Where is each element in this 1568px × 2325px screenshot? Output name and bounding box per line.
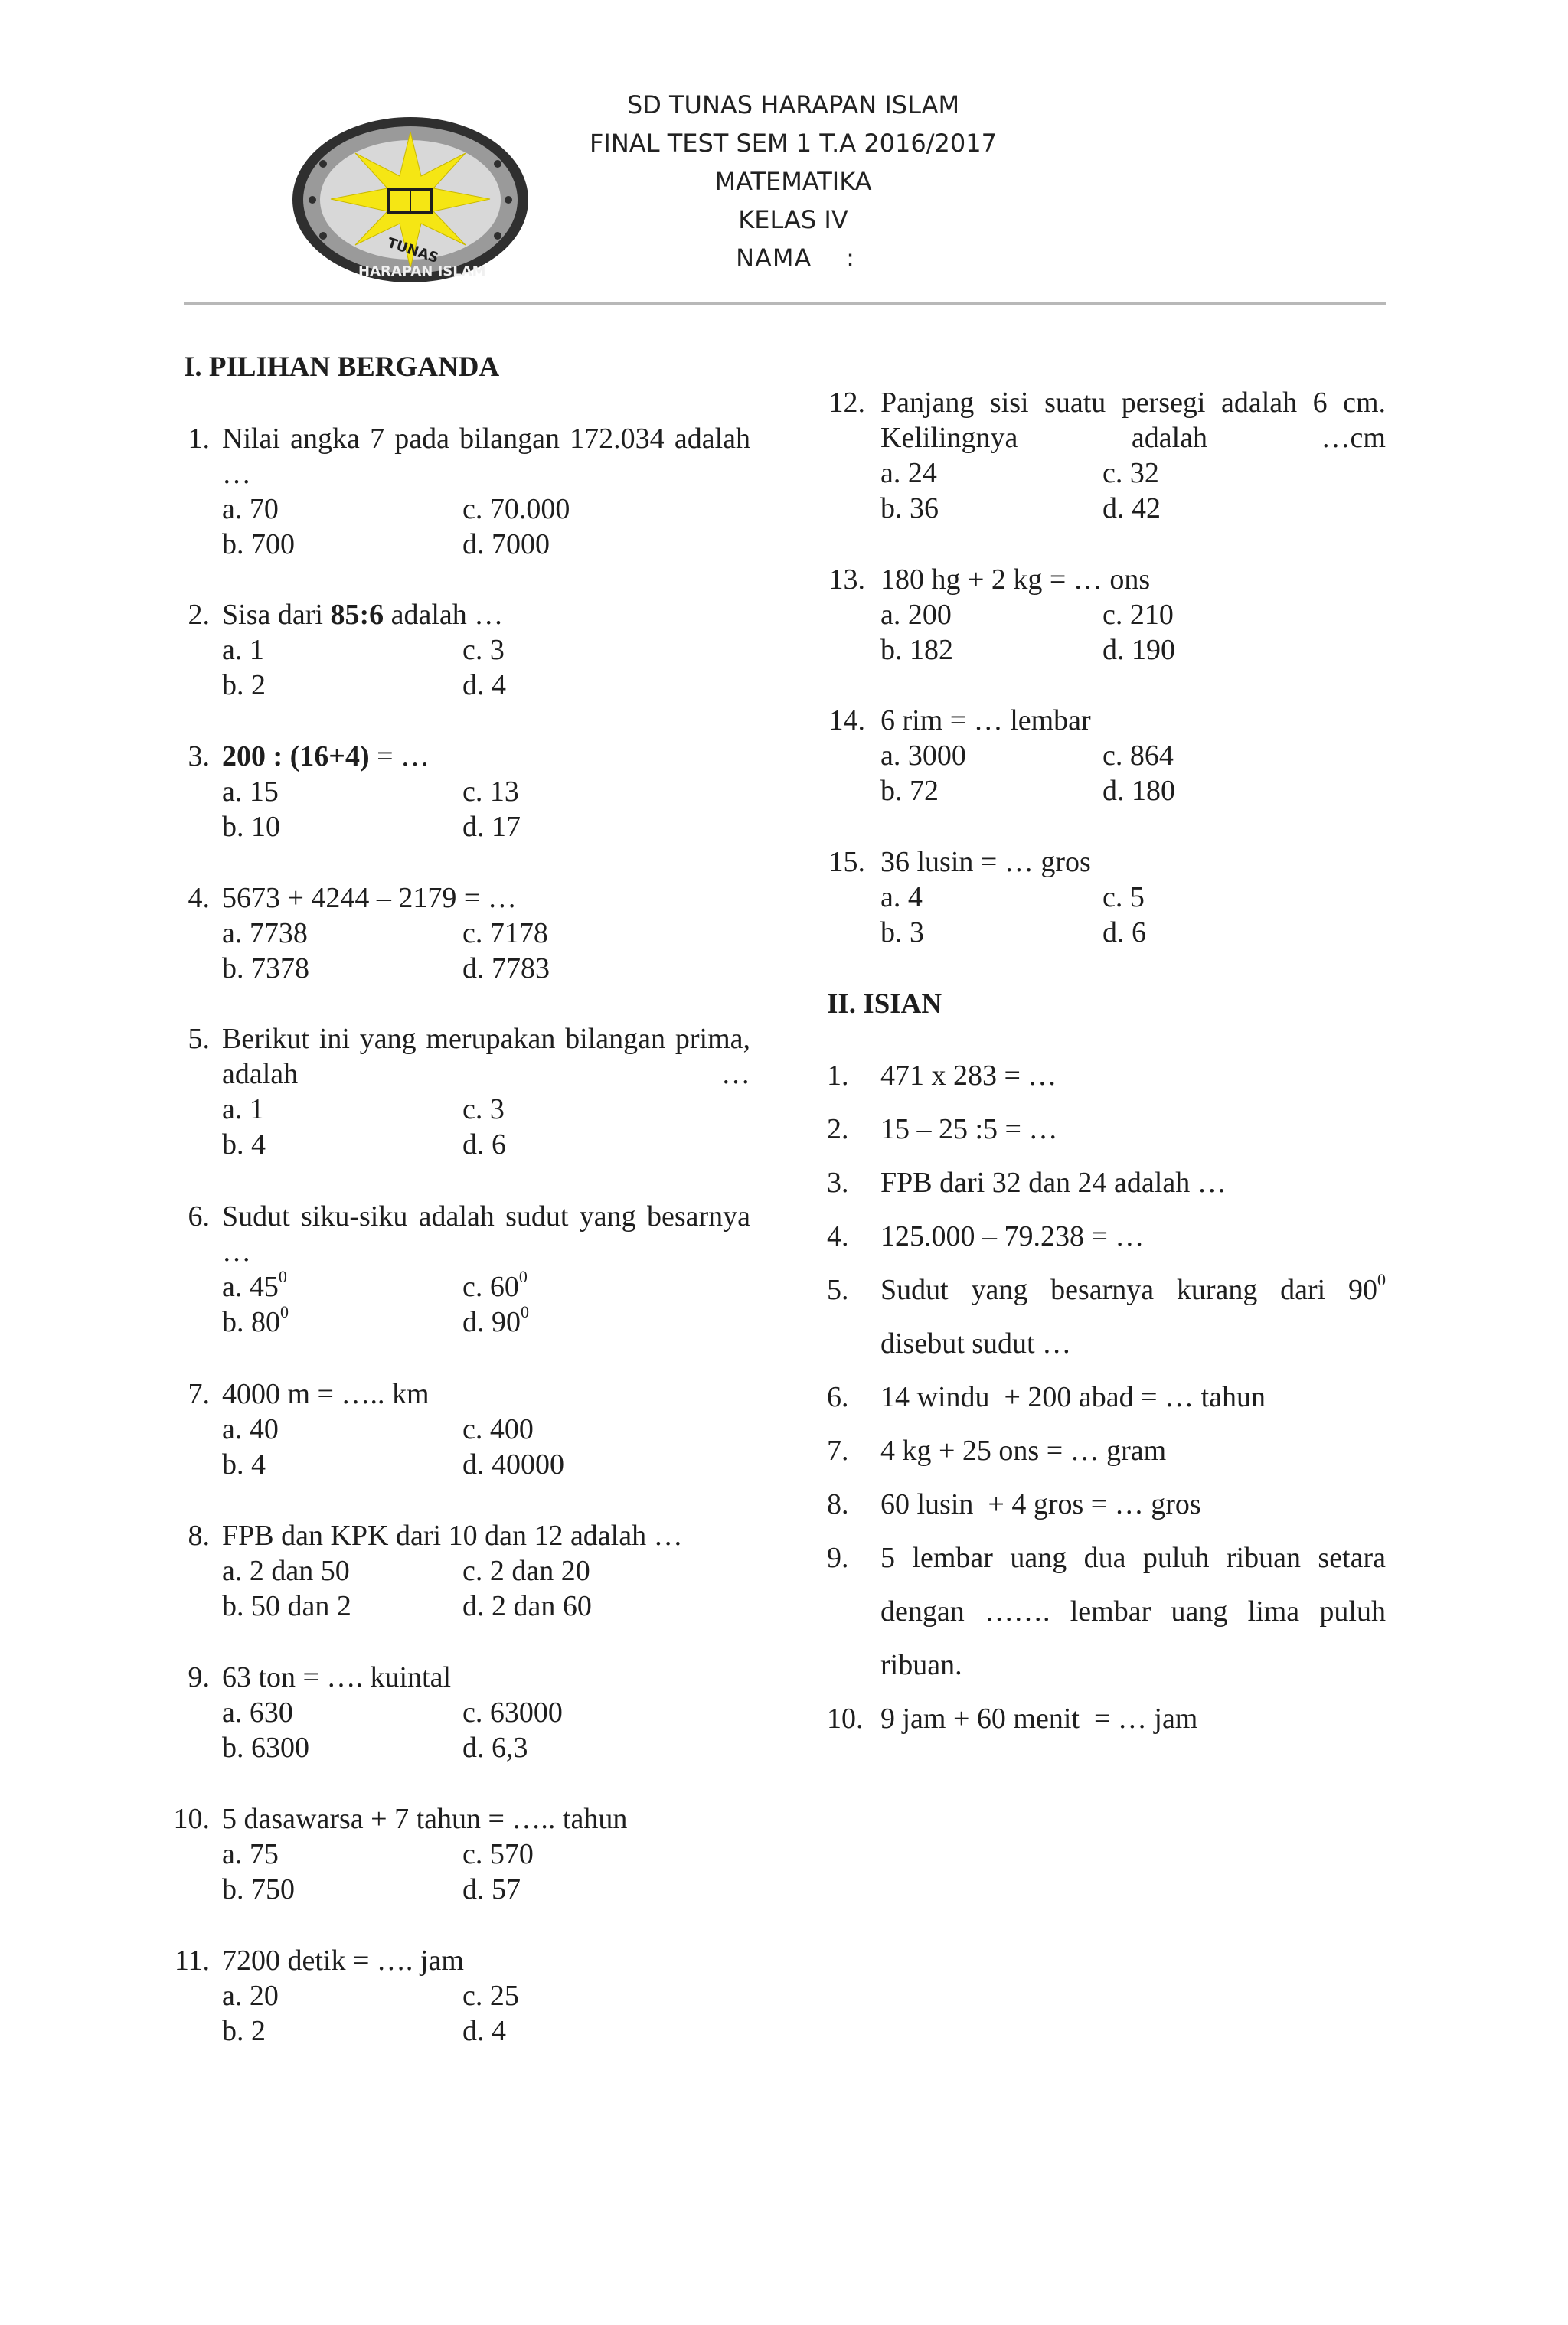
option-c: c. 2 dan 20 <box>462 1555 590 1587</box>
question-text: 6 rim = … lembar <box>880 704 1091 736</box>
option-d: d. 42 <box>1102 492 1161 524</box>
option-b: b. 10 <box>222 811 280 843</box>
option-b: b. 36 <box>880 492 939 524</box>
option-c: c. 13 <box>462 776 519 808</box>
test-title: FINAL TEST SEM 1 T.A 2016/2017 <box>590 129 997 158</box>
document-header <box>0 86 1568 277</box>
option-b: b. 2 <box>222 2015 266 2047</box>
question-number: 6. <box>188 1200 210 1233</box>
school-name: SD TUNAS HARAPAN ISLAM <box>626 90 960 119</box>
option-c: c. 400 <box>462 1413 534 1445</box>
option-a: a. 1 <box>222 1093 264 1125</box>
logo-text-top: TUNAS <box>385 234 441 267</box>
question-number: 14. <box>828 704 865 736</box>
option-a: a. 15 <box>222 776 279 808</box>
option-d: d. $90^0$ <box>462 1302 529 1338</box>
option-b: b. 3 <box>880 916 924 949</box>
option-d: d. 4 <box>462 669 506 701</box>
option-d: d. 2 dan 60 <box>462 1590 592 1622</box>
question-number: 13. <box>828 563 865 596</box>
option-c: c. 570 <box>462 1838 534 1870</box>
option-a: a. 40 <box>222 1413 279 1445</box>
option-d: d. 190 <box>1102 634 1175 666</box>
option-a: a. $45^0$ <box>222 1267 287 1303</box>
option-d: d. 57 <box>462 1873 521 1905</box>
header-divider <box>184 302 1386 305</box>
option-a: a. 70 <box>222 493 279 525</box>
question-number: 12. <box>828 387 865 419</box>
option-a: a. 4 <box>880 881 923 913</box>
option-a: a. 75 <box>222 1838 279 1870</box>
question-text: Panjang sisi suatu persegi adalah 6 cm. Kelilingnya adalah …cm <box>880 387 1386 454</box>
option-b: b. 700 <box>222 528 295 560</box>
option-d: d. 40000 <box>462 1448 564 1481</box>
question-text: 180 hg + 2 kg = … ons <box>880 563 1151 596</box>
question-text: 4000 m = ….. km <box>222 1378 430 1410</box>
question-text: Nilai angka 7 pada bilangan 172.034 adalah … <box>222 423 750 490</box>
question-number: 3. <box>188 740 210 772</box>
option-a: a. 2 dan 50 <box>222 1555 350 1587</box>
question-number: 7. <box>188 1378 210 1410</box>
question-number: 8. <box>188 1520 210 1552</box>
option-d: d. 180 <box>1102 775 1175 807</box>
question-text: 7200 detik = …. jam <box>222 1945 464 1977</box>
question-text: Sudut siku-siku adalah sudut yang besarnya … <box>222 1200 750 1268</box>
option-b: b. 6300 <box>222 1732 309 1764</box>
question-number: 2. <box>188 599 210 631</box>
option-d: d. 6 <box>462 1128 506 1161</box>
question-text: 5673 + 4244 – 2179 = … <box>222 882 517 914</box>
question-text: FPB dan KPK dari 10 dan 12 adalah … <box>222 1520 683 1552</box>
option-c: c. $60^0$ <box>462 1267 528 1303</box>
option-c: c. 7178 <box>462 917 548 949</box>
option-c: c. 3 <box>462 634 505 666</box>
question-number: 15. <box>828 846 865 878</box>
section-isian-title: II. ISIAN <box>827 988 942 1020</box>
question-text: Berikut ini yang merupakan bilangan prima, adalah … <box>222 1023 750 1090</box>
option-b: b. 72 <box>880 775 939 807</box>
question-text: Sisa dari 85:6 adalah … <box>222 599 504 631</box>
option-c: c. 63000 <box>462 1696 563 1729</box>
option-b: b. 7378 <box>222 952 309 985</box>
option-a: a. 3000 <box>880 740 966 772</box>
option-c: c. 5 <box>1102 881 1145 913</box>
option-d: d. 6,3 <box>462 1732 528 1764</box>
option-b: b. 4 <box>222 1448 266 1481</box>
option-d: d. 17 <box>462 811 521 843</box>
subject: MATEMATIKA <box>714 167 872 196</box>
section-pilihan-berganda-title: I. PILIHAN BERGANDA <box>184 351 500 383</box>
name-field: NAMA : <box>736 243 855 273</box>
option-d: d. 4 <box>462 2015 506 2047</box>
option-c: c. 70.000 <box>462 493 570 525</box>
grade: KELAS IV <box>738 205 848 234</box>
option-c: c. 32 <box>1102 457 1159 489</box>
question-number: 4. <box>188 882 210 914</box>
logo-text-bottom: HARAPAN ISLAM <box>358 263 486 279</box>
option-b: b. 182 <box>880 634 953 666</box>
option-a: a. 200 <box>880 599 952 631</box>
question-number: 1. <box>188 423 210 455</box>
question-number: 10. <box>173 1803 210 1835</box>
option-b: b. 2 <box>222 669 266 701</box>
option-a: a. 1 <box>222 634 264 666</box>
question-number: 9. <box>188 1661 210 1693</box>
question-text: 200 : (16+4) = … <box>222 740 430 772</box>
option-a: a. 20 <box>222 1980 279 2012</box>
option-c: c. 864 <box>1102 740 1174 772</box>
option-d: d. 7000 <box>462 528 550 560</box>
option-b: b. 4 <box>222 1128 266 1161</box>
option-b: b. 50 dan 2 <box>222 1590 351 1622</box>
option-a: a. 7738 <box>222 917 308 949</box>
option-d: d. 7783 <box>462 952 550 985</box>
option-c: c. 3 <box>462 1093 505 1125</box>
option-c: c. 25 <box>462 1980 519 2012</box>
question-number: 11. <box>174 1945 210 1977</box>
option-a: a. 24 <box>880 457 937 489</box>
question-number: 5. <box>188 1023 210 1055</box>
question-text: 5 dasawarsa + 7 tahun = ….. tahun <box>222 1803 628 1835</box>
option-a: a. 630 <box>222 1696 293 1729</box>
option-b: b. 750 <box>222 1873 295 1905</box>
question-text: 63 ton = …. kuintal <box>222 1661 452 1693</box>
option-b: b. $80^0$ <box>222 1302 289 1338</box>
question-text: 36 lusin = … gros <box>880 846 1091 878</box>
option-c: c. 210 <box>1102 599 1174 631</box>
option-d: d. 6 <box>1102 916 1146 949</box>
